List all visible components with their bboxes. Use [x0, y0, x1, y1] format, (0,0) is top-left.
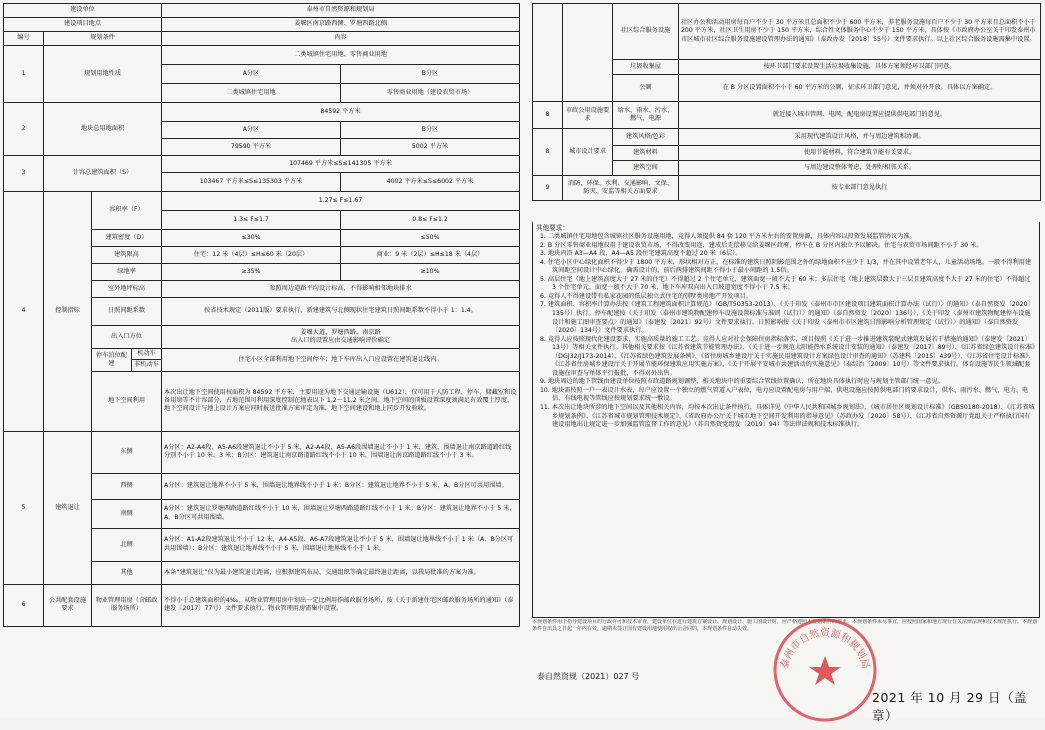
land-use-label: 规划用地性质	[44, 46, 162, 103]
right-conditions-table: 社区综合服务设施 社区办公和活动用房每百户不少于 30 平方米且总面积不少于 600 平方米，养老服务设施每百户不少于 30 平方米且总面积不小于 200 平方米，社区卫生用房不少于 150 平方米，综合性文体服务中心不少于 150 平方米，具体按《市政府办公室关于印发泰州市市区城市社区综合服务设施建设管理办法的通知》（泰政办发〔2018〕55号）文件要求执行。以上社区综合服务设施需集中设置。 垃圾收集屋 按环卫部门要求设置生活垃圾收集设施，具体方案须经环卫部门同意。 公厕 在 B 分区设置面积不小于 60 平方米的公厕，征求环卫部门意见，并须对外开放。具体以方案确定。 8 市政公用设施要求 给水、雨水、污水、燃气、电源 就近接入城市管网、电网，配电房设置应提供供电部门的意见。 8 城市设计要求 建筑风格/色彩 采用现代建筑设计风格，并与周边建筑相协调。 建筑材料 使用节能材料，符合建筑节能有关要求。 建筑空间 与周边建设整体考虑，处理好相邻关系。 9 消防、环保、水利、交通影响、文保、防灾、安监等相关方面要求 按专业部门意见执行	[532, 3, 1041, 201]
note-item: 7. 建筑面积、容积率计算办法按《建筑工程建筑面积计算规范》（GB/T50353-2013）、《关于印发〈泰州市市区建设项目建筑面积计算办法（试行）〉的通知》（泰自然资发〔2020〕135号）执行。停车配建按《关于印发〈泰州市建筑物配建停车设施设置标准与准则（试行）〉的通知》（泰自然资发〔2020〕136号）、《关于印发〈泰州市建筑物配建停车设施设计和施工图审查要点〉的通知》（泰建发〔2021〕92号）文件要求执行。日照影响按《关于印发〈泰州市市区建筑日照影响分析管理规定（试行）〉的通知》（泰自然资发〔2020〕134号）文件要求执行。	[540, 301, 1034, 335]
notes-list	[536, 233, 1036, 430]
note-item: 6. 竞得人不得建设带有私家花园的低层独立式住宅的别墅类房地产开发项目。	[540, 292, 753, 300]
official-seal-icon	[765, 610, 885, 730]
land-area-label: 地块总用地面积	[44, 103, 162, 156]
header-no: 编号	[4, 32, 44, 46]
svg-text:泰州市自然资源和规划局: 泰州市自然资源和规划局	[779, 628, 871, 671]
footnote: 本规划条件用于指导建设项目的行政许可和技术审查，建设单位在进行建筑方案设计、规划设计、施工图设计时，应严格遵照本规划条件的要求。本规划条件未尽事宜，应按照国家和地方现行有关法律法规和技术规范执行。本规划条件自出具之日起一年内有效，逾期未签订国有建设用地使用权出让合同的，本规划条件自动失效。	[532, 619, 1038, 632]
note-item: 10. 地块需按照一户一表设计水表，每户应设置一个独立的燃气管道入户表位，电力应设置配电房与用户端，供电设施应按照供电部门的要求设计，供水、雨污水、燃气、电力、电信、有线电视等管线应按规划要求统一敷设。	[540, 386, 1029, 403]
issue-date: 2021 年 10 月 29 日（盖章）	[872, 690, 1027, 723]
note-item: 4. 住宅小区中心绿化面积不得少于 1800 平方米，形状相对方正，在标准的建筑日照阴影范围之外的绿地面积不应少于 1/3，并在其中设置老年人、儿童活动场地。一般不得利用建筑间距空间设计中心绿化，确需设计的，前后两排建筑间距不得小于最小间距的 1.5倍。	[540, 258, 1032, 275]
note-item: 11. 本次出让地块所涉的地下空间以及其他相关内容，均按本次出让条件执行，具体详见《中华人民共和国城乡规划法》、《城市居住区规划设计标准》（GB50180-2018）、《江苏省城乡规划条例》、《江苏省城市规划管理技术规定》、《省政府办公厅关于城市地下空间开发利用的指导意见》（苏政办发〔2020〕58号）、《江苏省自然资源厅党组关于严格执行国有建设用地出让规定进一步加强监管监督工作的意见》（苏自然资党组发〔2019〕94）等法律法规和技术标准执行。	[540, 404, 1035, 429]
left-conditions-table: 建设单位 泰州市自然资源和规划局 建设项目地点 姜堰区南京路西侧、罗塘西路北侧 编号 规划条件 内容 1 规划用地性质 二类城镇住宅用地、零售商业用地 A分区 B分区 二类城镇住宅用地 零售商业用地（建设农贸市场） 2 地块总用地面积 84592 平方米 A分区 B分区 79590 平方米 5002 平方米 3 计容总建筑面积（S） 107469 平方米≤S≤141305 平方米 103467 平方米≤S≤135303 平方米 4002 平方米≤S≤6002 平方米 4 控制指标 容积率（F） 1.27≤ F≤1.67 1.3≤ F≤1.7 0.8≤ F≤1.2 建筑密度（D） ≤30% ≤50% 建筑限高 住宅：12 米（4层）≤H≤60 米（20层） 商业：9 米（2层）≤H≤18 米（4层） 绿地率 ≥35% ≥10% 室外地坪标高 参照周边道路平均设计标高，不得影响相邻地块排水 日照间距系数 按省技术规定（2011版）要求执行，新建建筑与北侧现状住宅建筑日照间距系数不得小于 1：1.4。 出入口方位 姜堰大道、罗塘西路、南京路 出入口的设置应由交通影响评价确定 停车泊位配建 机动车 住宅小区全部利用地下空间停车；地下车库出入口应设置在建筑退让线内。 非机动车 地下空间利用 本次出让地下空间使用权面积为 84592 平方米，主要用途为地下交通运输设施（U612），仅可用于人防工程、停车、储藏室和设备用房等不计容部分，占地范围可利用深度控制在地表以下 1.2～11.2 米之间。地下空间的顶板设置深度须满足有效覆土厚度，地下空间设计与地上设计方案应同时报送批准方案审定为准，地下空间建设和地上同步开发验收。 5 建筑退让 东侧 A分区：A2-A4段，A5-A6段建筑退让不小于 5 米，A2-A4段，A5-A6段围墙退让不小于 1 米，建筑、围墙退让南京路道路红线分别不小于 10 米、3 米；B分区：建筑退让南京路道路红线不小于 10 米，围墙退让南京路道路红线不小于 3 米。 西侧 A分区：建筑退让地界不小于 5 米，围墙退让地界线不小于 1 米；B分区：建筑退让地界不小于 5 米，A、B分区可共用围墙。 南侧 A分区：建筑退让罗塘西路道路红线不小于 10 米，围墙退让罗塘西路道路红线不小于 1 米；B分区：建筑退让地界不小于 5 米，A、B分区可共用围墙。 北侧 A分区：A1-A2段建筑退让不小于 12 米，A4-A5段、A6-A7段建筑退让不小于 5 米，围墙退让地界线不小于 1 米（A、B分区可共用围墙）；B分区：建筑退让地界线不小于 5 米，围墙退让地界线不小于 1 米。 其他 本条“建筑退让”仅为最小建筑退让距离，应根据建筑布局、交通组织等确定最终退让距离，以我局批准的方案为准。 6 公共配套设施要求 物业管理用房（含邮政服务场所） 不得小于总建筑面积的4‰，从物业管理用房中划出一定比例用作邮政服务场所，按《关于新建住宅区邮政服务场所的通知》（泰建发〔2017〕77号）文件要求执行，物业管理用房需集中设置。	[3, 3, 520, 627]
header-condition: 规划条件	[44, 32, 162, 46]
note-item: 5. 高层住宅（地上建筑高度大于 27 米的住宅）不得超过 2 个住宅单元，建筑面宽一般不大于 60 米；多层住宅（地上建筑层数大于三层且建筑高度不大于 27 米的住宅）不得超过 3 个住宅单元，面宽一般不大于 70 米，地下车库双向出入口坡道宽度不得小于 7.5 米。	[540, 275, 1031, 292]
note-item: 2. B 分区零售商业用地仅用于建设农贸市场，不得改变用途，建成后无偿移交给姜堰区政府，停车在 B 分区内独立予以解决。住宅与农贸市场间距不小于 30 米。	[540, 241, 983, 249]
site-label: 建设项目地点	[4, 18, 162, 32]
unit-value: 泰州市自然资源和规划局	[162, 4, 520, 18]
setback-label: 建筑退让	[44, 431, 92, 584]
floor-area-label: 计容总建筑面积（S）	[44, 156, 162, 192]
note-item: 9. 地块周边的地下管线由建设单位按照市政道路规划调整，相关地块中的重要综合管线位置确认，所在地块具体执行时应与规划主管部门统一意见。	[540, 378, 944, 386]
header-content: 内容	[162, 32, 520, 46]
site-value: 姜堰区南京路西侧、罗塘西路北侧	[162, 18, 520, 32]
public-facility-label: 公共配套设施要求	[44, 584, 92, 626]
note-item: 1. 二类城镇住宅用地包含城镇社区服务设施用地，竞得人须提供 84 套 120 平方米左右的安置房源，具体内容以投资发展监管协议为准。	[540, 233, 916, 241]
notes-title: 其他要求：	[536, 224, 569, 232]
control-index-label: 控制指标	[44, 192, 92, 432]
document-number: 泰自然资规（2021）027 号	[537, 672, 640, 681]
unit-label: 建设单位	[4, 4, 162, 18]
other-requirements	[532, 222, 1040, 618]
note-item: 3. 地块内沿 A3—A4 段、A4—A5 段住宅建筑高度不超过 20 米（6层）。	[540, 250, 742, 258]
note-item: 8. 竞得人应按照现代化建设要求，实施高质量的施工工艺。竞得人应对社会保障住房指标落实，项目按照《关于进一步推进建筑装配式建筑发展若干措施的通知》（泰建发〔2021〕13号）等相关文件执行。其他相关要求按《江苏省建筑节能管理办法》、《关于进一步规范太阳能热水系统设计安装的通知》（泰建发〔2017〕89号）、《江苏省绿色建筑设计标准》（DGJ32/J173-2014）、《江苏省绿色建筑发展条例》、《省住房城乡建设厅关于实施民用建筑设计方案绿色设计审查的通知》（苏建科〔2015〕439号）、《江苏省住宅设计标准》、《江苏省住房城乡建设厅关于开展节能环保建筑应用实施方案》、《关于开展平安城市共建活动的实施意见》（泰综治〔2009〕10号）等文件要求执行。体育设施等民生领域配套设施在审查与单体平行报批，不得对外出售。	[540, 335, 1036, 377]
